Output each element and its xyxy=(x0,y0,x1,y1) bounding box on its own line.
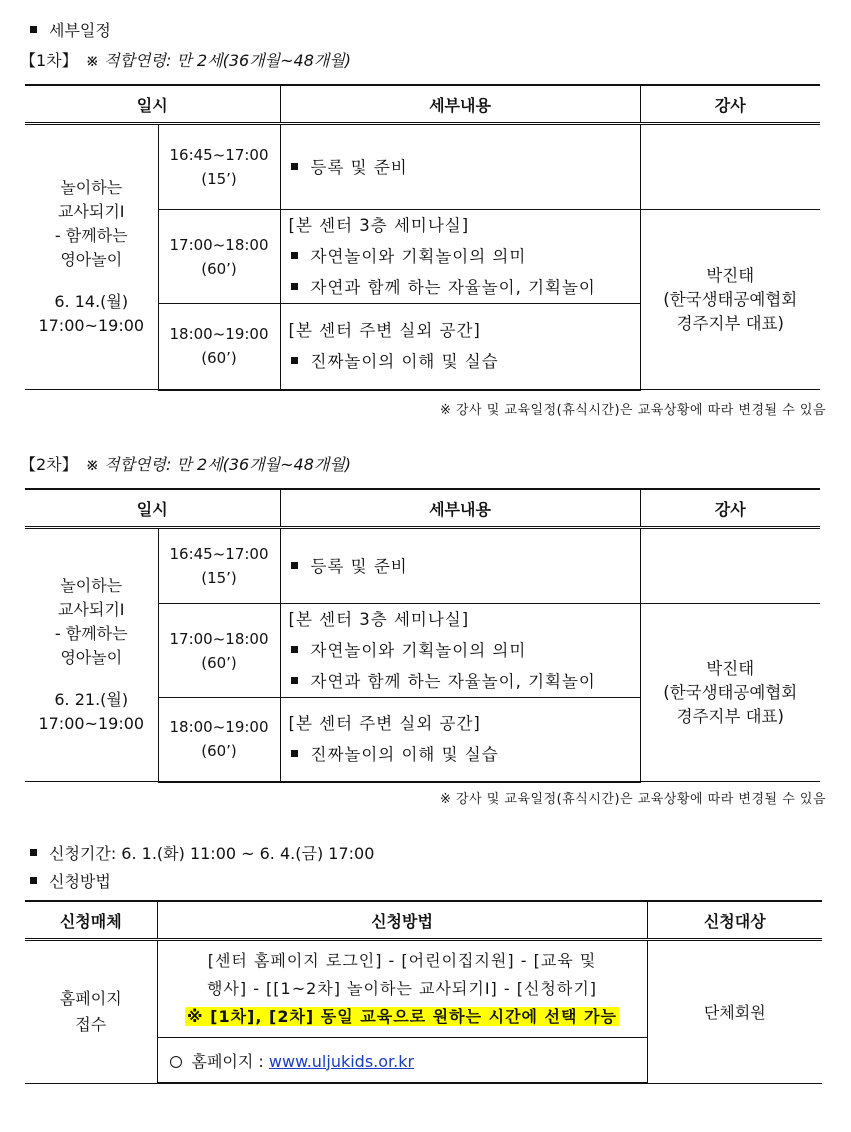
homepage-link[interactable]: www.uljukids.or.kr xyxy=(268,1051,415,1071)
application-table xyxy=(25,900,822,1084)
session-content: 등록 및 준비 xyxy=(280,528,640,604)
header-medium: 신청매체 xyxy=(25,901,157,940)
round-2-footnote: ※ 강사 및 교육일정(휴식시간)은 교육상황에 따라 변경될 수 있음 xyxy=(439,792,826,807)
round-2-schedule-table xyxy=(25,488,820,783)
square-bullet-icon xyxy=(30,849,37,856)
session-time: 16:45~17:00 (15’) xyxy=(158,528,280,604)
instructor-empty-cell xyxy=(640,528,820,604)
session-content: [본 센터 주변 실외 공간] 진짜놀이의 이해 및 실습 xyxy=(280,304,640,390)
header-method: 신청방법 xyxy=(157,901,647,940)
method-cell: [센터 홈페이지 로그인] - [어린이집지원] - [교육 및 행사] - [[1~2차] 놀이하는 교사되기Ⅰ] - [신청하기] ※ [1차], [2차] 동일 교육으로 원하는 시간에 선택 가능 xyxy=(157,940,647,1038)
application-method-title: 신청방법 xyxy=(30,869,111,892)
header-datetime: 일시 xyxy=(25,85,280,124)
instructor-empty-cell xyxy=(640,124,820,210)
header-instructor: 강사 xyxy=(640,489,820,528)
instructor-cell: 박진태 (한국생태공예협회 경주지부 대표) xyxy=(640,210,820,390)
header-content: 세부내용 xyxy=(280,489,640,528)
session-time: 17:00~18:00 (60’) xyxy=(158,604,280,698)
square-bullet-icon xyxy=(291,163,298,170)
medium-cell: 홈페이지 접수 xyxy=(25,940,157,1084)
section-title: 세부일정 xyxy=(30,18,111,41)
square-bullet-icon xyxy=(291,252,298,259)
header-datetime: 일시 xyxy=(25,489,280,528)
session-content: [본 센터 주변 실외 공간] 진짜놀이의 이해 및 실습 xyxy=(280,698,640,782)
session-time: 16:45~17:00 (15’) xyxy=(158,124,280,210)
square-bullet-icon xyxy=(291,750,298,757)
session-content: [본 센터 3층 세미나실] 자연놀이와 기획놀이의 의미 자연과 함께 하는 자율놀이, 기획놀이 xyxy=(280,210,640,304)
homepage-cell: 홈페이지 : www.uljukids.or.kr xyxy=(157,1038,647,1084)
circle-bullet-icon xyxy=(170,1056,182,1068)
header-target: 신청대상 xyxy=(647,901,822,940)
session-content: 등록 및 준비 xyxy=(280,124,640,210)
square-bullet-icon xyxy=(30,26,37,33)
session-time: 18:00~19:00 (60’) xyxy=(158,304,280,390)
instructor-cell: 박진태 (한국생태공예협회 경주지부 대표) xyxy=(640,604,820,782)
method-highlight-note: ※ [1차], [2차] 동일 교육으로 원하는 시간에 선택 가능 xyxy=(187,1007,617,1026)
header-content: 세부내용 xyxy=(280,85,640,124)
round-2-label: 【2차】 ※ 적합연령: 만 2세(36개월~48개월) xyxy=(20,455,352,474)
session-content: [본 센터 3층 세미나실] 자연놀이와 기획놀이의 의미 자연과 함께 하는 자율놀이, 기획놀이 xyxy=(280,604,640,698)
square-bullet-icon xyxy=(291,562,298,569)
session-time: 18:00~19:00 (60’) xyxy=(158,698,280,782)
target-cell: 단체회원 xyxy=(647,940,822,1084)
round-1-footnote: ※ 강사 및 교육일정(휴식시간)은 교육상황에 따라 변경될 수 있음 xyxy=(439,403,826,418)
round-1-label: 【1차】 ※ 적합연령: 만 2세(36개월~48개월) xyxy=(20,51,352,70)
square-bullet-icon xyxy=(291,283,298,290)
square-bullet-icon xyxy=(30,877,37,884)
square-bullet-icon xyxy=(291,357,298,364)
header-instructor: 강사 xyxy=(640,85,820,124)
application-period: 신청기간: 6. 1.(화) 11:00 ~ 6. 4.(금) 17:00 xyxy=(30,841,374,864)
round-1-schedule-table xyxy=(25,84,820,391)
program-cell: 놀이하는 교사되기Ⅰ - 함께하는 영아놀이 6. 14.(월) 17:00~19:00 xyxy=(25,124,158,390)
program-cell: 놀이하는 교사되기Ⅰ - 함께하는 영아놀이 6. 21.(월) 17:00~19:00 xyxy=(25,528,158,782)
square-bullet-icon xyxy=(291,677,298,684)
session-time: 17:00~18:00 (60’) xyxy=(158,210,280,304)
square-bullet-icon xyxy=(291,646,298,653)
